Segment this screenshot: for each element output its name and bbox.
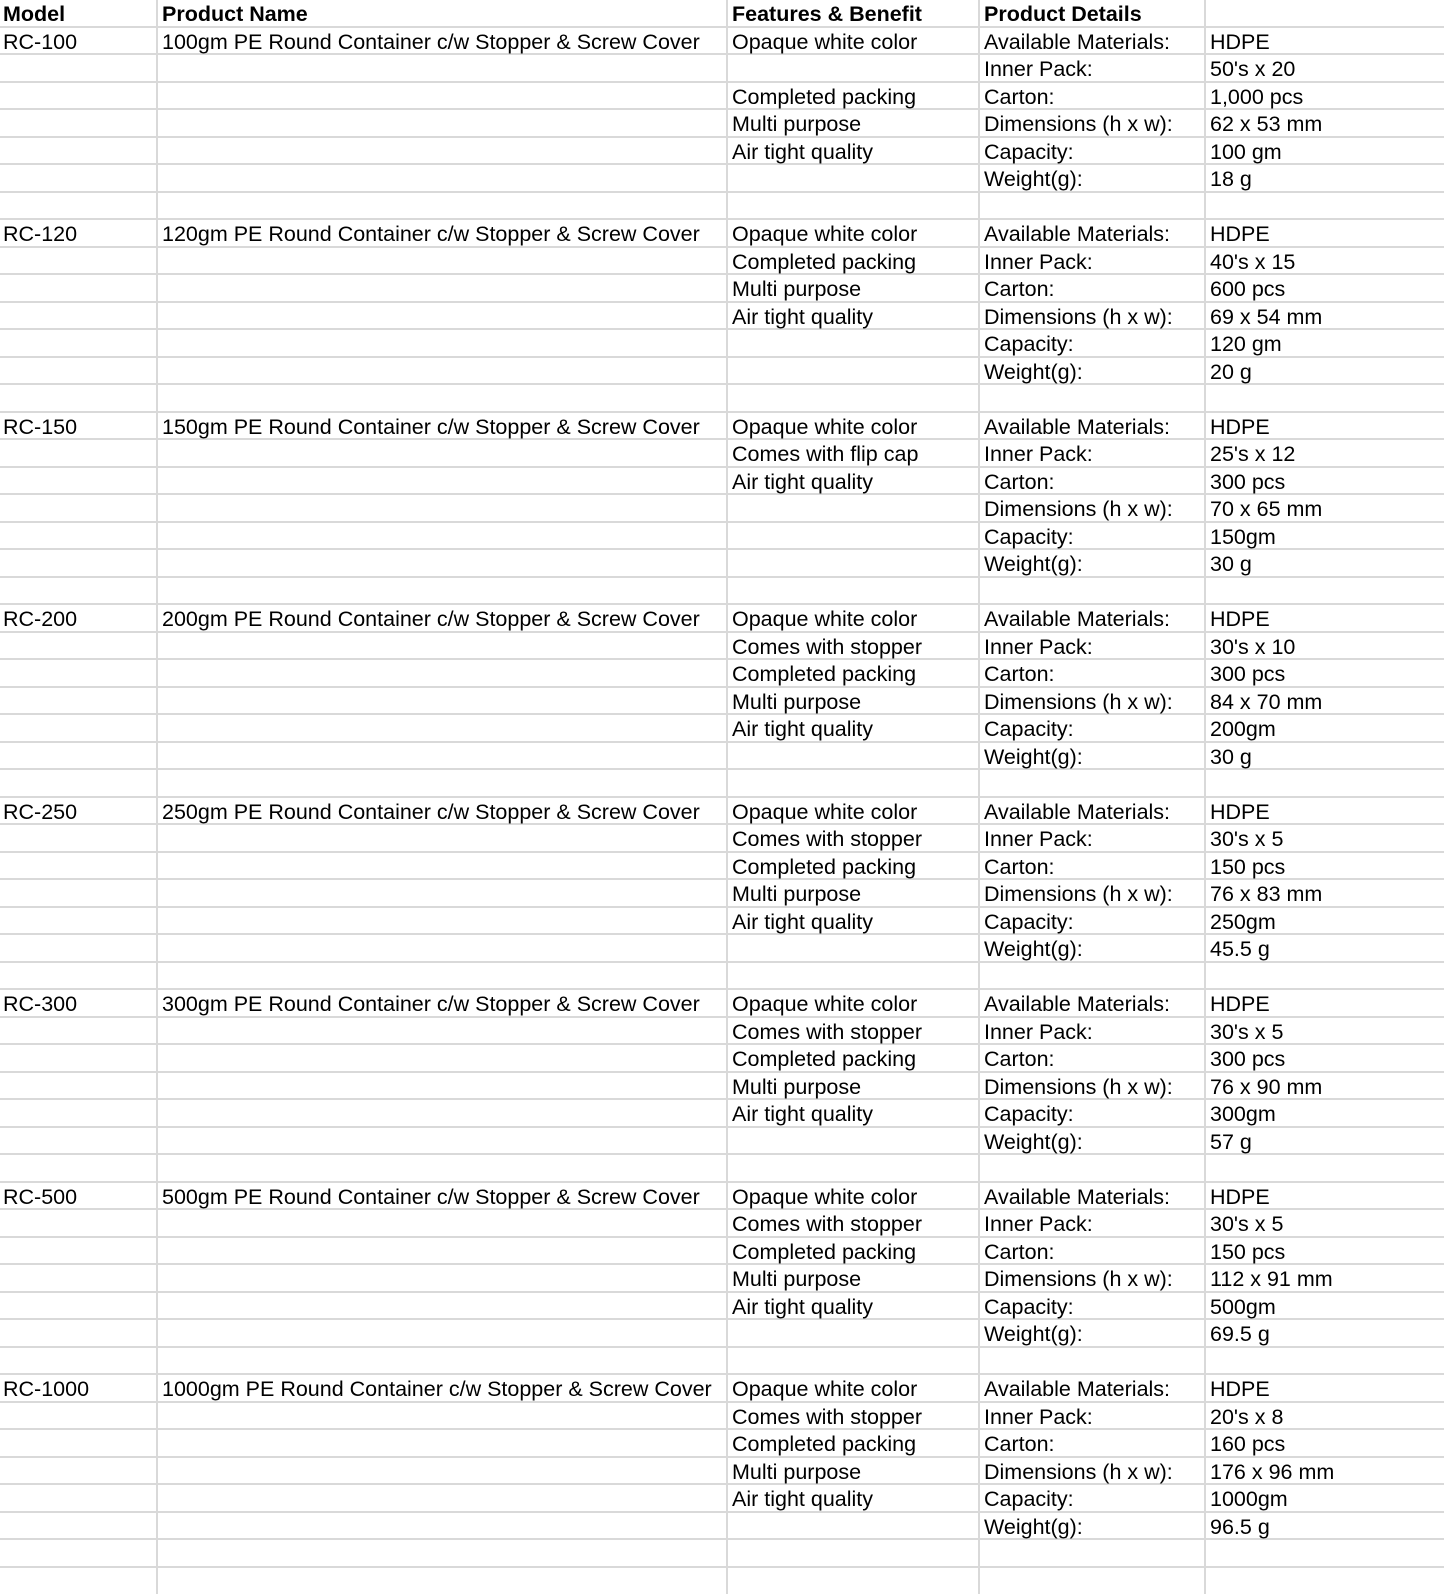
table-row xyxy=(0,688,1444,716)
feature-cell[interactable]: Comes with stopper xyxy=(732,1019,922,1044)
feature-cell[interactable]: Opaque white color xyxy=(732,799,918,824)
table-row xyxy=(0,1320,1444,1348)
table-row xyxy=(0,358,1444,386)
table-row xyxy=(0,853,1444,881)
detail-label-cell[interactable]: Capacity: xyxy=(984,139,1074,164)
detail-label-cell[interactable]: Capacity: xyxy=(984,1102,1074,1126)
detail-value-cell[interactable]: 300gm xyxy=(1210,1102,1276,1126)
detail-value-cell[interactable]: 70 x 65 mm xyxy=(1210,497,1323,521)
detail-value-cell[interactable]: 30's x 10 xyxy=(1210,634,1296,659)
detail-value-cell[interactable]: 600 pcs xyxy=(1210,277,1286,301)
detail-value-cell[interactable]: 176 x 96 mm xyxy=(1210,1459,1335,1484)
detail-label-cell[interactable]: Dimensions (h x w): xyxy=(984,497,1173,521)
feature-cell[interactable]: Multi purpose xyxy=(732,277,862,301)
detail-label-cell[interactable]: Inner Pack: xyxy=(984,57,1093,81)
feature-cell[interactable]: Comes with flip cap xyxy=(732,442,919,466)
product-name-cell[interactable]: 500gm PE Round Container c/w Stopper & Screw Cover xyxy=(162,1184,700,1209)
table-row xyxy=(0,990,1444,1018)
detail-label-cell[interactable]: Carton: xyxy=(984,469,1055,494)
detail-label-cell[interactable]: Capacity: xyxy=(984,909,1074,934)
detail-value-cell[interactable]: 30 g xyxy=(1210,552,1252,576)
detail-label-cell[interactable]: Carton: xyxy=(984,1047,1055,1071)
detail-label-cell[interactable]: Inner Pack: xyxy=(984,827,1093,851)
detail-label-cell[interactable]: Carton: xyxy=(984,1432,1055,1456)
detail-label-cell[interactable]: Inner Pack: xyxy=(984,1212,1093,1236)
detail-label-cell[interactable]: Weight(g): xyxy=(984,552,1083,576)
detail-label-cell[interactable]: Dimensions (h x w): xyxy=(984,689,1173,714)
table-row xyxy=(0,110,1444,138)
model-cell[interactable]: RC-250 xyxy=(3,799,78,824)
table-row xyxy=(0,1100,1444,1128)
table-row xyxy=(0,605,1444,633)
table-row xyxy=(0,220,1444,248)
feature-cell[interactable]: Air tight quality xyxy=(732,909,874,934)
detail-value-cell[interactable]: 76 x 90 mm xyxy=(1210,1074,1323,1099)
detail-label-cell[interactable]: Dimensions (h x w): xyxy=(984,1074,1173,1099)
feature-cell[interactable]: Opaque white color xyxy=(732,29,918,54)
detail-label-cell[interactable]: Weight(g): xyxy=(984,167,1083,191)
table-row xyxy=(0,1210,1444,1238)
table-row xyxy=(0,83,1444,111)
detail-value-cell[interactable]: 250gm xyxy=(1210,909,1276,934)
feature-cell[interactable]: Multi purpose xyxy=(732,882,862,906)
table-row xyxy=(0,413,1444,441)
product-name-cell[interactable]: 150gm PE Round Container c/w Stopper & Screw Cover xyxy=(162,414,700,439)
detail-label-cell[interactable]: Weight(g): xyxy=(984,359,1083,384)
spacer-row xyxy=(0,193,1444,221)
detail-label-cell[interactable]: Available Materials: xyxy=(984,607,1171,631)
table-row xyxy=(0,798,1444,826)
table-row xyxy=(0,1018,1444,1046)
detail-value-cell[interactable]: 30 g xyxy=(1210,744,1252,769)
detail-label-cell[interactable]: Inner Pack: xyxy=(984,634,1093,659)
feature-cell[interactable]: Comes with stopper xyxy=(732,1404,922,1429)
detail-label-cell[interactable]: Available Materials: xyxy=(984,414,1171,439)
header-row xyxy=(0,0,1444,28)
detail-value-cell[interactable]: 96.5 g xyxy=(1210,1514,1270,1539)
table-row xyxy=(0,1238,1444,1266)
table-row xyxy=(0,1375,1444,1403)
table-row xyxy=(0,660,1444,688)
spacer-row xyxy=(0,385,1444,413)
detail-label-cell[interactable]: Capacity: xyxy=(984,524,1074,549)
detail-value-cell[interactable]: HDPE xyxy=(1210,414,1270,439)
detail-value-cell[interactable]: HDPE xyxy=(1210,607,1270,631)
detail-label-cell[interactable]: Available Materials: xyxy=(984,29,1171,54)
detail-value-cell[interactable]: 30's x 5 xyxy=(1210,1019,1284,1044)
detail-value-cell[interactable]: 20's x 8 xyxy=(1210,1404,1284,1429)
feature-cell[interactable]: Opaque white color xyxy=(732,1377,918,1401)
feature-cell[interactable]: Opaque white color xyxy=(732,607,918,631)
detail-value-cell[interactable]: HDPE xyxy=(1210,222,1270,246)
model-cell[interactable]: RC-500 xyxy=(3,1184,78,1209)
table-row xyxy=(0,633,1444,661)
detail-value-cell[interactable]: 69.5 g xyxy=(1210,1322,1270,1346)
detail-label-cell[interactable]: Carton: xyxy=(984,854,1055,879)
feature-cell[interactable]: Comes with stopper xyxy=(732,1212,922,1236)
feature-cell[interactable]: Multi purpose xyxy=(732,1267,862,1291)
detail-label-cell[interactable]: Inner Pack: xyxy=(984,1019,1093,1044)
detail-label-cell[interactable]: Capacity: xyxy=(984,332,1074,356)
detail-value-cell[interactable]: 76 x 83 mm xyxy=(1210,882,1323,906)
feature-cell[interactable]: Air tight quality xyxy=(732,139,874,164)
feature-cell[interactable]: Completed packing xyxy=(732,84,917,109)
detail-label-cell[interactable]: Weight(g): xyxy=(984,744,1083,769)
detail-value-cell[interactable]: 300 pcs xyxy=(1210,469,1286,494)
feature-cell[interactable]: Completed packing xyxy=(732,1239,917,1264)
detail-value-cell[interactable]: 150gm xyxy=(1210,524,1276,549)
header-product-name[interactable]: Product Name xyxy=(162,2,308,26)
model-cell[interactable]: RC-1000 xyxy=(3,1377,90,1401)
feature-cell[interactable]: Completed packing xyxy=(732,1047,917,1071)
detail-value-cell[interactable]: HDPE xyxy=(1210,1377,1270,1401)
feature-cell[interactable]: Comes with stopper xyxy=(732,634,922,659)
feature-cell[interactable]: Air tight quality xyxy=(732,1102,874,1126)
table-row xyxy=(0,715,1444,743)
detail-value-cell[interactable]: 45.5 g xyxy=(1210,937,1270,961)
detail-label-cell[interactable]: Capacity: xyxy=(984,1487,1074,1511)
table-row xyxy=(0,908,1444,936)
detail-value-cell[interactable]: 62 x 53 mm xyxy=(1210,112,1323,136)
detail-label-cell[interactable]: Inner Pack: xyxy=(984,249,1093,274)
feature-cell[interactable]: Completed packing xyxy=(732,662,917,686)
detail-value-cell[interactable]: 20 g xyxy=(1210,359,1252,384)
table-row xyxy=(0,330,1444,358)
table-row xyxy=(0,935,1444,963)
product-name-cell[interactable]: 200gm PE Round Container c/w Stopper & Screw Cover xyxy=(162,607,700,631)
detail-label-cell[interactable]: Dimensions (h x w): xyxy=(984,1267,1173,1291)
detail-value-cell[interactable]: HDPE xyxy=(1210,29,1270,54)
detail-value-cell[interactable]: 30's x 5 xyxy=(1210,827,1284,851)
feature-cell[interactable]: Multi purpose xyxy=(732,112,862,136)
detail-value-cell[interactable]: 150 pcs xyxy=(1210,1239,1286,1264)
detail-label-cell[interactable]: Carton: xyxy=(984,1239,1055,1264)
detail-value-cell[interactable]: 500gm xyxy=(1210,1294,1276,1319)
feature-cell[interactable]: Air tight quality xyxy=(732,1294,874,1319)
detail-value-cell[interactable]: 160 pcs xyxy=(1210,1432,1286,1456)
detail-value-cell[interactable]: HDPE xyxy=(1210,992,1270,1016)
detail-label-cell[interactable]: Carton: xyxy=(984,84,1055,109)
product-name-cell[interactable]: 100gm PE Round Container c/w Stopper & Screw Cover xyxy=(162,29,700,54)
header-features[interactable]: Features & Benefit xyxy=(732,2,922,26)
table-row xyxy=(0,1430,1444,1458)
table-row xyxy=(0,275,1444,303)
detail-label-cell[interactable]: Available Materials: xyxy=(984,1377,1171,1401)
feature-cell[interactable]: Opaque white color xyxy=(732,222,918,246)
table-row xyxy=(0,880,1444,908)
detail-value-cell[interactable]: 40's x 15 xyxy=(1210,249,1296,274)
spacer-row xyxy=(0,1540,1444,1568)
feature-cell[interactable]: Air tight quality xyxy=(732,469,874,494)
detail-label-cell[interactable]: Weight(g): xyxy=(984,1514,1083,1539)
detail-label-cell[interactable]: Capacity: xyxy=(984,717,1074,741)
detail-value-cell[interactable]: 84 x 70 mm xyxy=(1210,689,1323,714)
detail-label-cell[interactable]: Available Materials: xyxy=(984,1184,1171,1209)
feature-cell[interactable]: Opaque white color xyxy=(732,414,918,439)
spacer-row xyxy=(0,578,1444,606)
product-name-cell[interactable]: 250gm PE Round Container c/w Stopper & Screw Cover xyxy=(162,799,700,824)
detail-value-cell[interactable]: 25's x 12 xyxy=(1210,442,1296,466)
detail-value-cell[interactable]: 300 pcs xyxy=(1210,662,1286,686)
table-row xyxy=(0,1513,1444,1541)
table-row xyxy=(0,138,1444,166)
feature-cell[interactable]: Completed packing xyxy=(732,854,917,879)
detail-value-cell[interactable]: 30's x 5 xyxy=(1210,1212,1284,1236)
table-row xyxy=(0,1073,1444,1101)
feature-cell[interactable]: Opaque white color xyxy=(732,992,918,1016)
detail-value-cell[interactable]: 18 g xyxy=(1210,167,1252,191)
spacer-row xyxy=(0,770,1444,798)
table-row xyxy=(0,523,1444,551)
table-row xyxy=(0,440,1444,468)
table-row xyxy=(0,1128,1444,1156)
feature-cell[interactable]: Completed packing xyxy=(732,249,917,274)
detail-label-cell[interactable]: Dimensions (h x w): xyxy=(984,112,1173,136)
spacer-row xyxy=(0,1155,1444,1183)
table-row xyxy=(0,303,1444,331)
feature-cell[interactable]: Completed packing xyxy=(732,1432,917,1456)
detail-value-cell[interactable]: 120 gm xyxy=(1210,332,1282,356)
feature-cell[interactable]: Multi purpose xyxy=(732,1074,862,1099)
feature-cell[interactable]: Comes with stopper xyxy=(732,827,922,851)
header-product-details[interactable]: Product Details xyxy=(984,2,1142,26)
detail-value-cell[interactable]: 69 x 54 mm xyxy=(1210,304,1323,329)
feature-cell[interactable]: Air tight quality xyxy=(732,304,874,329)
feature-cell[interactable]: Multi purpose xyxy=(732,1459,862,1484)
detail-label-cell[interactable]: Dimensions (h x w): xyxy=(984,304,1173,329)
detail-value-cell[interactable]: 300 pcs xyxy=(1210,1047,1286,1071)
detail-value-cell[interactable]: 200gm xyxy=(1210,717,1276,741)
model-cell[interactable]: RC-300 xyxy=(3,992,78,1016)
detail-value-cell[interactable]: 100 gm xyxy=(1210,139,1282,164)
feature-cell[interactable]: Multi purpose xyxy=(732,689,862,714)
table-row xyxy=(0,1265,1444,1293)
detail-label-cell[interactable]: Dimensions (h x w): xyxy=(984,1459,1173,1484)
detail-label-cell[interactable]: Available Materials: xyxy=(984,222,1171,246)
table-row xyxy=(0,1293,1444,1321)
detail-value-cell[interactable]: HDPE xyxy=(1210,799,1270,824)
table-row xyxy=(0,468,1444,496)
detail-label-cell[interactable]: Available Materials: xyxy=(984,992,1171,1016)
detail-value-cell[interactable]: 112 x 91 mm xyxy=(1210,1267,1333,1291)
spacer-row xyxy=(0,963,1444,991)
table-row xyxy=(0,165,1444,193)
feature-cell[interactable]: Opaque white color xyxy=(732,1184,918,1209)
detail-label-cell[interactable]: Carton: xyxy=(984,277,1055,301)
product-name-cell[interactable]: 120gm PE Round Container c/w Stopper & Screw Cover xyxy=(162,222,700,246)
detail-value-cell[interactable]: 1,000 pcs xyxy=(1210,84,1304,109)
table-row xyxy=(0,55,1444,83)
feature-cell[interactable]: Air tight quality xyxy=(732,1487,874,1511)
model-cell[interactable]: RC-200 xyxy=(3,607,78,631)
model-cell[interactable]: RC-100 xyxy=(3,29,78,54)
spacer-row xyxy=(0,1348,1444,1376)
detail-value-cell[interactable]: 57 g xyxy=(1210,1129,1252,1154)
table-row xyxy=(0,248,1444,276)
detail-label-cell[interactable]: Weight(g): xyxy=(984,1322,1083,1346)
detail-label-cell[interactable]: Available Materials: xyxy=(984,799,1171,824)
detail-label-cell[interactable]: Weight(g): xyxy=(984,937,1083,961)
detail-label-cell[interactable]: Dimensions (h x w): xyxy=(984,882,1173,906)
detail-label-cell[interactable]: Inner Pack: xyxy=(984,442,1093,466)
feature-cell[interactable]: Air tight quality xyxy=(732,717,874,741)
product-name-cell[interactable]: 1000gm PE Round Container c/w Stopper & Screw Cover xyxy=(162,1377,712,1401)
model-cell[interactable]: RC-120 xyxy=(3,222,78,246)
model-cell[interactable]: RC-150 xyxy=(3,414,78,439)
detail-value-cell[interactable]: HDPE xyxy=(1210,1184,1270,1209)
detail-value-cell[interactable]: 50's x 20 xyxy=(1210,57,1296,81)
table-row xyxy=(0,1403,1444,1431)
detail-value-cell[interactable]: 1000gm xyxy=(1210,1487,1288,1511)
table-row xyxy=(0,1458,1444,1486)
table-row xyxy=(0,1183,1444,1211)
table-row xyxy=(0,495,1444,523)
product-name-cell[interactable]: 300gm PE Round Container c/w Stopper & Screw Cover xyxy=(162,992,700,1016)
detail-label-cell[interactable]: Weight(g): xyxy=(984,1129,1083,1154)
table-row xyxy=(0,550,1444,578)
table-row xyxy=(0,743,1444,771)
table-row xyxy=(0,28,1444,56)
detail-label-cell[interactable]: Carton: xyxy=(984,662,1055,686)
detail-label-cell[interactable]: Capacity: xyxy=(984,1294,1074,1319)
table-row xyxy=(0,825,1444,853)
header-model[interactable]: Model xyxy=(3,2,66,26)
detail-value-cell[interactable]: 150 pcs xyxy=(1210,854,1286,879)
detail-label-cell[interactable]: Inner Pack: xyxy=(984,1404,1093,1429)
table-row xyxy=(0,1045,1444,1073)
table-row xyxy=(0,1485,1444,1513)
